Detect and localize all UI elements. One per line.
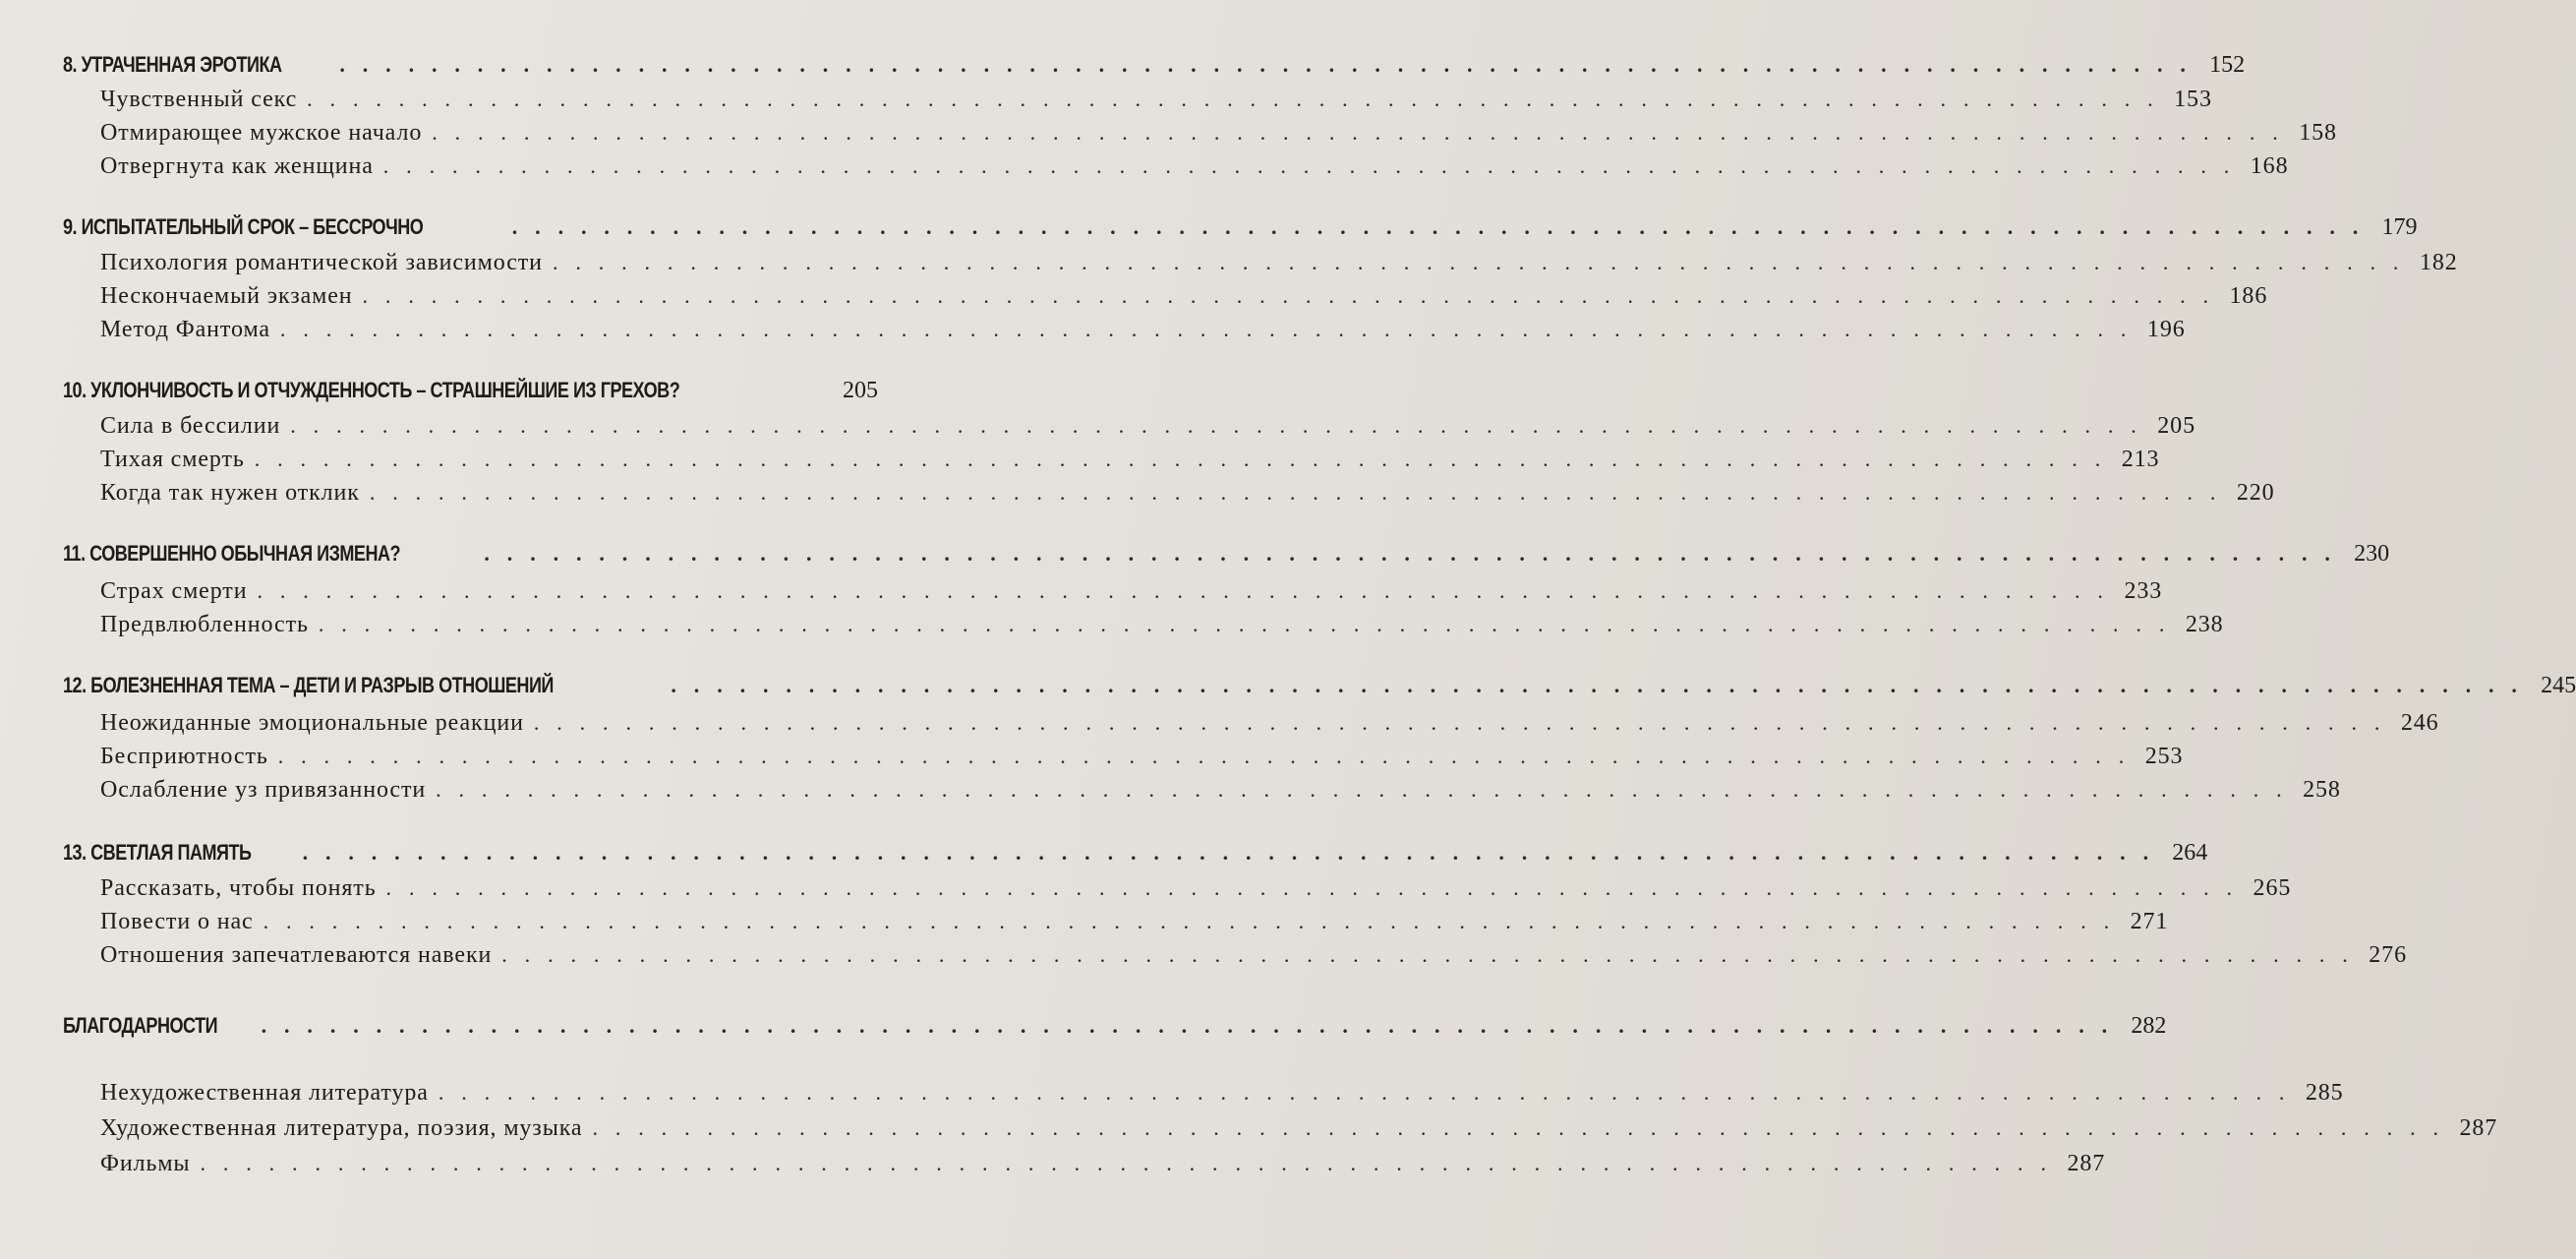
page-number: 285 — [2305, 1080, 2344, 1106]
toc-section-entry — [0, 1151, 2106, 1177]
page-number: 205 — [2157, 413, 2195, 439]
toc-section-entry — [0, 612, 2224, 638]
dot-leader: . . . . . . . . . . . . . . . . . . . . . . . . . . . . . . . . . . . . . . . . . . . . . . . . . . . . . . . . . . . . . . . . . . . . . . . . . . . . . . . . . — [362, 283, 2215, 308]
section-title: Тихая смерть — [100, 447, 245, 472]
section-title: Рассказать, чтобы понять — [100, 875, 377, 901]
page-number: 287 — [2459, 1115, 2498, 1141]
page-number: 205 — [842, 378, 878, 403]
page-number: 186 — [2229, 283, 2268, 309]
page-number: 220 — [2236, 480, 2275, 506]
dot-leader: . . . . . . . . . . . . . . . . . . . . . . . . . . . . . . . . . . . . . . . . . . . . . . . . . . . . . . . . . . . . . . . . . . . . . . . . . . . . . . . . . — [257, 578, 2110, 603]
section-title: Фильмы — [100, 1151, 191, 1176]
dot-leader: . . . . . . . . . . . . . . . . . . . . . . . . . . . . . . . . . . . . . . . . . . . . . . . . . . . . . . . . . . . . . . . . . . . . . . . . . . . . . . . . . — [261, 1013, 2114, 1038]
dot-leader: . . . . . . . . . . . . . . . . . . . . . . . . . . . . . . . . . . . . . . . . . . . . . . . . . . . . . . . . . . . . . . . . . . . . . . . . . . . . . . . . . — [511, 214, 2365, 239]
toc-section-entry — [0, 1115, 2498, 1142]
section-title: Нехудожественная литература — [100, 1080, 429, 1106]
page-number: 230 — [2354, 541, 2390, 567]
chapter-title: 10. УКЛОНЧИВОСТЬ И ОТЧУЖДЕННОСТЬ – СТРАШНЕЙШИЕ ИЗ ГРЕХОВ? — [63, 378, 680, 402]
toc-section-entry — [0, 250, 2458, 276]
dot-leader: . . . . . . . . . . . . . . . . . . . . . . . . . . . . . . . . . . . . . . . . . . . . . . . . . . . . . . . . . . . . . . . . . . . . . . . . . . . . . . . . . — [279, 317, 2133, 341]
section-title: Нескончаемый экзамен — [100, 283, 353, 309]
toc-section-entry — [0, 447, 2160, 473]
section-title: Повести о нас — [100, 909, 254, 934]
dot-leader: . . . . . . . . . . . . . . . . . . . . . . . . . . . . . . . . . . . . . . . . . . . . . . . . . . . . . . . . . . . . . . . . . . . . . . . . . . . . . . . . . — [318, 612, 2171, 636]
chapter-title: 8. УТРАЧЕННАЯ ЭРОТИКА — [63, 52, 282, 77]
dot-leader: . . . . . . . . . . . . . . . . . . . . . . . . . . . . . . . . . . . . . . . . . . . . . . . . . . . . . . . . . . . . . . . . . . . . . . . . . . . . . . . . . — [369, 480, 2222, 505]
page-number: 253 — [2144, 744, 2184, 769]
toc-section-entry — [0, 578, 2163, 605]
dot-leader: . . . . . . . . . . . . . . . . . . . . . . . . . . . . . . . . . . . . . . . . . . . . . . . . . . . . . . . . . . . . . . . . . . . . . . . . . . . . . . . . . — [432, 120, 2284, 145]
toc-section-entry — [0, 1080, 2344, 1107]
page-number: 153 — [2174, 87, 2212, 112]
section-title: Отмирающее мужское начало — [100, 120, 423, 146]
dot-leader: . . . . . . . . . . . . . . . . . . . . . . . . . . . . . . . . . . . . . . . . . . . . . . . . . . . . . . . . . . . . . . . . . . . . . . . . . . . . . . . . . — [484, 541, 2337, 566]
section-title: Бесприютность — [100, 744, 268, 769]
toc-section-entry — [0, 413, 2195, 440]
section-title: Предвлюбленность — [100, 612, 309, 637]
toc-chapter-entry — [0, 541, 2390, 568]
dot-leader: . . . . . . . . . . . . . . . . . . . . . . . . . . . . . . . . . . . . . . . . . . . . . . . . . . . . . . . . . . . . . . . . . . . . . . . . . . . . . . . . . — [385, 875, 2239, 900]
page-number: 158 — [2299, 120, 2337, 146]
section-title: Отношения запечатлеваются навеки — [100, 942, 493, 968]
dot-leader: . . . . . . . . . . . . . . . . . . . . . . . . . . . . . . . . . . . . . . . . . . . . . . . . . . . . . . . . . . . . . . . . . . . . . . . . . . . . . . . . . — [533, 710, 2386, 735]
dot-leader: . . . . . . . . . . . . . . . . . . . . . . . . . . . . . . . . . . . . . . . . . . . . . . . . . . . . . . . . . . . . . . . . . . . . . . . . . . . . . . . . . — [302, 840, 2155, 865]
toc-chapter-entry — [0, 214, 2418, 241]
dot-leader: . . . . . . . . . . . . . . . . . . . . . . . . . . . . . . . . . . . . . . . . . . . . . . . . . . . . . . . . . . . . . . . . . . . . . . . . . . . . . . . . . — [438, 1080, 2291, 1105]
dot-leader: . . . . . . . . . . . . . . . . . . . . . . . . . . . . . . . . . . . . . . . . . . . . . . . . . . . . . . . . . . . . . . . . . . . . . . . . . . . . . . . . . — [436, 777, 2288, 802]
toc-section-entry — [0, 120, 2337, 147]
dot-leader: . . . . . . . . . . . . . . . . . . . . . . . . . . . . . . . . . . . . . . . . . . . . . . . . . . . . . . . . . . . . . . . . . . . . . . . . . . . . . . . . . — [552, 250, 2405, 274]
page-number: 287 — [2067, 1151, 2106, 1176]
toc-chapter-entry — [0, 840, 2208, 867]
chapter-title: 9. ИСПЫТАТЕЛЬНЫЙ СРОК – БЕССРОЧНО — [63, 214, 424, 239]
toc-chapter-entry — [0, 1013, 2167, 1040]
dot-leader: . . . . . . . . . . . . . . . . . . . . . . . . . . . . . . . . . . . . . . . . . . . . . . . . . . . . . . . . . . . . . . . . . . . . . . . . . . . . . . . . . — [263, 909, 2116, 933]
toc-section-entry — [0, 875, 2292, 902]
dot-leader: . . . . . . . . . . . . . . . . . . . . . . . . . . . . . . . . . . . . . . . . . . . . . . . . . . . . . . . . . . . . . . . . . . . . . . . . . . . . . . . . . — [339, 52, 2193, 77]
toc-section-entry — [0, 317, 2186, 343]
page-number: 152 — [2209, 52, 2246, 78]
toc-section-entry — [0, 283, 2268, 310]
page-number: 168 — [2250, 153, 2289, 179]
page-number: 196 — [2146, 317, 2186, 342]
toc-section-entry — [0, 777, 2341, 804]
chapter-title: 13. СВЕТЛАЯ ПАМЯТЬ — [63, 840, 252, 865]
page-number: 246 — [2400, 710, 2439, 736]
page-number: 282 — [2131, 1013, 2167, 1039]
section-title: Психология романтической зависимости — [100, 250, 543, 275]
dot-leader: . . . . . . . . . . . . . . . . . . . . . . . . . . . . . . . . . . . . . . . . . . . . . . . . . . . . . . . . . . . . . . . . . . . . . . . . . . . . . . . . . — [307, 87, 2159, 111]
section-title: Отвергнута как женщина — [100, 153, 374, 179]
section-title: Неожиданные эмоциональные реакции — [100, 710, 524, 736]
chapter-title: БЛАГОДАРНОСТИ — [63, 1013, 218, 1038]
dot-leader: . . . . . . . . . . . . . . . . . . . . . . . . . . . . . . . . . . . . . . . . . . . . . . . . . . . . . . . . . . . . . . . . . . . . . . . . . . . . . . . . . — [200, 1151, 2053, 1175]
toc-chapter-entry — [0, 673, 2576, 699]
toc-section-entry — [0, 153, 2289, 180]
page-number: 238 — [2185, 612, 2224, 637]
page-number: 182 — [2419, 250, 2458, 275]
dot-leader: . . . . . . . . . . . . . . . . . . . . . . . . . . . . . . . . . . . . . . . . . . . . . . . . . . . . . . . . . . . . . . . . . . . . . . . . . . . . . . . . . — [290, 413, 2142, 438]
toc-section-entry — [0, 710, 2439, 737]
dot-leader: . . . . . . . . . . . . . . . . . . . . . . . . . . . . . . . . . . . . . . . . . . . . . . . . . . . . . . . . . . . . . . . . . . . . . . . . . . . . . . . . . — [501, 942, 2354, 967]
dot-leader: . . . . . . . . . . . . . . . . . . . . . . . . . . . . . . . . . . . . . . . . . . . . . . . . . . . . . . . . . . . . . . . . . . . . . . . . . . . . . . . . . — [382, 153, 2236, 178]
section-title: Сила в бессилии — [100, 413, 281, 439]
page-number: 265 — [2253, 875, 2292, 901]
dot-leader: . . . . . . . . . . . . . . . . . . . . . . . . . . . . . . . . . . . . . . . . . . . . . . . . . . . . . . . . . . . . . . . . . . . . . . . . . . . . . . . . . — [671, 673, 2524, 697]
toc-section-entry — [0, 744, 2184, 770]
chapter-title: 12. БОЛЕЗНЕННАЯ ТЕМА – ДЕТИ И РАЗРЫВ ОТНОШЕНИЙ — [63, 673, 554, 697]
toc-section-entry — [0, 87, 2212, 113]
page-number: 245 — [2541, 673, 2576, 698]
toc-section-entry — [0, 909, 2169, 935]
toc-section-entry — [0, 480, 2275, 507]
section-title: Метод Фантома — [100, 317, 270, 342]
dot-leader: . . . . . . . . . . . . . . . . . . . . . . . . . . . . . . . . . . . . . . . . . . . . . . . . . . . . . . . . . . . . . . . . . . . . . . . . . . . . . . . . . — [277, 744, 2131, 768]
page-number: 271 — [2130, 909, 2169, 934]
page-number: 213 — [2121, 447, 2160, 472]
section-title: Страх смерти — [100, 578, 248, 604]
dot-leader: . . . . . . . . . . . . . . . . . . . . . . . . . . . . . . . . . . . . . . . . . . . . . . . . . . . . . . . . . . . . . . . . . . . . . . . . . . . . . . . . . — [592, 1115, 2445, 1140]
toc-chapter-entry — [0, 378, 878, 404]
page-number: 264 — [2172, 840, 2208, 866]
section-title: Когда так нужен отклик — [100, 480, 360, 506]
page-number: 179 — [2381, 214, 2418, 240]
dot-leader: . . . . . . . . . . . . . . . . . . . . . . . . . . . . . . . . . . . . . . . . . . . . . . . . . . . . . . . . . . . . . . . . . . . . . . . . . . . . . . . . . — [254, 447, 2107, 471]
toc-chapter-entry — [0, 52, 2246, 79]
section-title: Художественная литература, поэзия, музыка — [100, 1115, 583, 1141]
page-number: 258 — [2303, 777, 2341, 803]
section-title: Чувственный секс — [100, 87, 298, 112]
chapter-title: 11. СОВЕРШЕННО ОБЫЧНАЯ ИЗМЕНА? — [63, 541, 401, 566]
page-number: 276 — [2369, 942, 2407, 968]
toc-section-entry — [0, 942, 2407, 969]
page-number: 233 — [2124, 578, 2163, 604]
section-title: Ослабление уз привязанности — [100, 777, 427, 803]
